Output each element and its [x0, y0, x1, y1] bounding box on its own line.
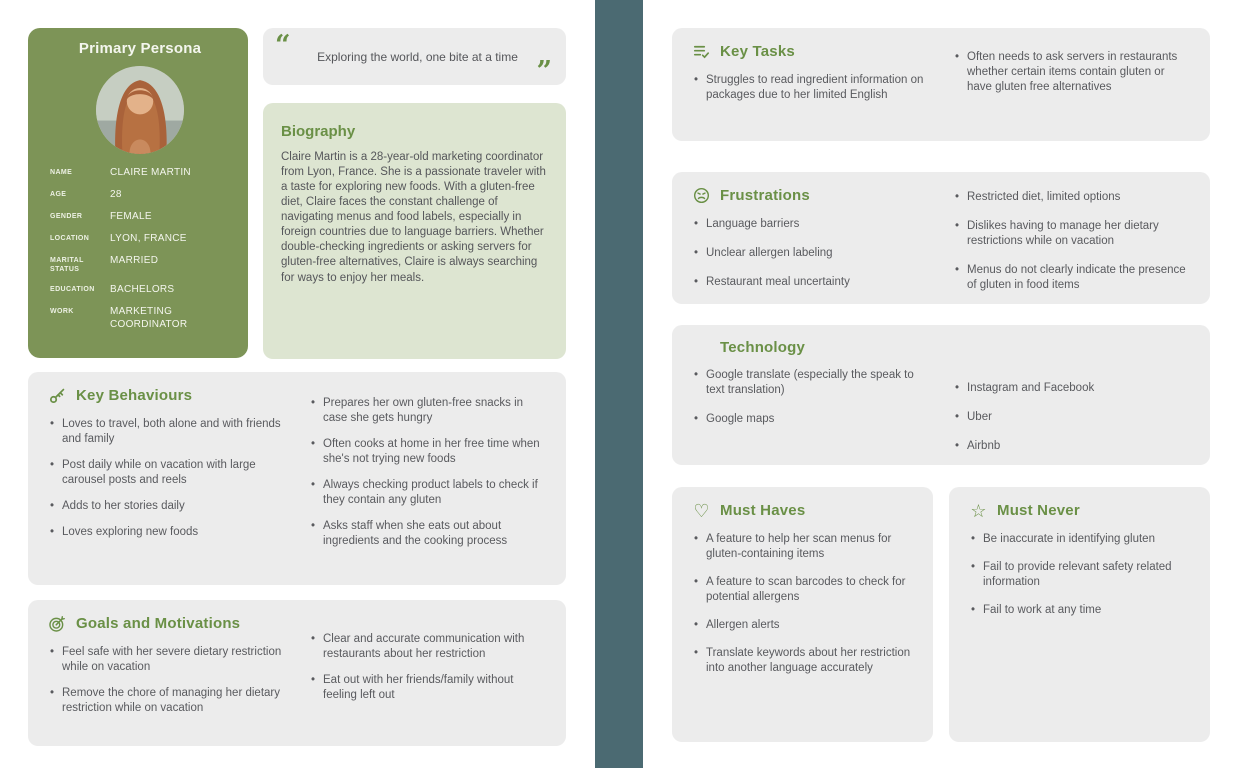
- section-title: Key Tasks: [720, 43, 795, 60]
- section-title: Technology: [720, 339, 806, 356]
- section-title: Key Behaviours: [76, 387, 193, 404]
- list-item: • Be inaccurate in identifying gluten: [969, 532, 1190, 547]
- list-item: • Uber: [953, 410, 1190, 425]
- list-item: • Post daily while on vacation with large carousel posts and reels: [48, 458, 285, 488]
- list-item: • Often cooks at home in her free time when she's not trying new foods: [309, 437, 546, 467]
- list-item: • A feature to help her scan menus for gluten-containing items: [692, 532, 913, 562]
- must-haves-section: [672, 487, 933, 742]
- goals-list-right: [309, 632, 546, 703]
- quote-box: [263, 28, 566, 85]
- field-name: NAME CLAIRE MARTIN: [50, 167, 191, 178]
- key-behaviours-list-right: [309, 396, 546, 549]
- list-item: • Restricted diet, limited options: [953, 190, 1190, 205]
- list-item: • Fail to provide relevant safety related information: [969, 560, 1190, 590]
- list-item: • Allergen alerts: [692, 618, 913, 633]
- field-gender: GENDER FEMALE: [50, 211, 152, 222]
- list-item: • Unclear allergen labeling: [692, 246, 929, 261]
- key-tasks-section: [672, 28, 1210, 141]
- must-haves-list: [692, 532, 913, 676]
- key-tasks-list-right: [953, 50, 1190, 95]
- field-work: WORK MARKETING COORDINATOR: [50, 305, 188, 330]
- vertical-divider: [595, 0, 643, 768]
- list-item: • Often needs to ask servers in restaurants whether certain items contain gluten or have gluten free alternatives: [953, 50, 1190, 95]
- list-item: • Menus do not clearly indicate the presence of gluten in food items: [953, 263, 1190, 293]
- frown-icon: [692, 186, 711, 205]
- avatar: [96, 66, 184, 154]
- persona-fields: [50, 166, 230, 331]
- field-marital-status: MARITAL STATUS MARRIED: [50, 255, 159, 274]
- frustrations-list-right: [953, 190, 1190, 293]
- avatar-illustration: [96, 66, 184, 154]
- key-tasks-list-left: [692, 73, 929, 103]
- quote-text: Exploring the world, one bite at a time: [317, 50, 518, 64]
- list-item: • Struggles to read ingredient information on packages due to her limited English: [692, 73, 929, 103]
- list-item: • Airbnb: [953, 439, 1190, 454]
- field-education: EDUCATION BACHELORS: [50, 283, 175, 295]
- list-item: • Loves to travel, both alone and with friends and family: [48, 417, 285, 447]
- key-icon: [48, 386, 67, 405]
- frustrations-section: [672, 172, 1210, 304]
- close-quote-icon: ”: [536, 56, 552, 87]
- section-title: Frustrations: [720, 187, 810, 204]
- goals-list-left: [48, 645, 285, 716]
- biography-text: Claire Martin is a 28-year-old marketing coordinator from Lyon, France. She is a passionate traveler with a taste for exploring new foods. With a gluten-free diet, Claire faces the constant challenge of navigating menus and food labels, especially in foreign countries due to language barriers. Whether double-checking ingredients or asking servers for gluten-free alternatives, Claire is always searching for ways to enjoy her meals.: [281, 151, 546, 284]
- section-title: Goals and Motivations: [76, 615, 241, 632]
- list-item: • Language barriers: [692, 217, 929, 232]
- list-item: • Google maps: [692, 412, 929, 427]
- section-title: Must Haves: [720, 502, 806, 519]
- list-item: • Asks staff when she eats out about ingredients and the cooking process: [309, 519, 546, 549]
- frustrations-list-left: [692, 217, 929, 290]
- goals-motivations-section: [28, 600, 566, 746]
- technology-list-right: [953, 381, 1190, 454]
- list-item: • Loves exploring new foods: [48, 525, 285, 540]
- list-item: • Always checking product labels to check if they contain any gluten: [309, 478, 546, 508]
- list-item: • Prepares her own gluten-free snacks in case she gets hungry: [309, 396, 546, 426]
- checklist-icon: [692, 42, 711, 61]
- key-behaviours-section: [28, 372, 566, 585]
- star-icon: ☆: [970, 500, 987, 521]
- technology-list-left: [692, 368, 929, 427]
- must-never-section: [949, 487, 1210, 742]
- technology-section: [672, 325, 1210, 465]
- list-item: • A feature to scan barcodes to check for potential allergens: [692, 575, 913, 605]
- must-never-list: [969, 532, 1190, 618]
- list-item: • Feel safe with her severe dietary restriction while on vacation: [48, 645, 285, 675]
- list-item: • Clear and accurate communication with restaurants about her restriction: [309, 632, 546, 662]
- open-quote-icon: “: [275, 30, 291, 61]
- list-item: • Dislikes having to manage her dietary restrictions while on vacation: [953, 219, 1190, 249]
- target-icon: [48, 614, 67, 633]
- list-item: • Instagram and Facebook: [953, 381, 1190, 396]
- list-item: • Google translate (especially the speak to text translation): [692, 368, 929, 398]
- list-item: • Adds to her stories daily: [48, 499, 285, 514]
- list-item: • Eat out with her friends/family without feeling left out: [309, 673, 546, 703]
- primary-persona-card: [28, 28, 248, 358]
- list-item: • Remove the chore of managing her dietary restriction while on vacation: [48, 686, 285, 716]
- heart-icon: ♡: [693, 500, 710, 521]
- biography-title: Biography: [281, 123, 356, 140]
- field-age: AGE 28: [50, 189, 122, 200]
- list-item: • Fail to work at any time: [969, 603, 1190, 618]
- section-title: Must Never: [997, 502, 1080, 519]
- list-item: • Translate keywords about her restriction into another language accurately: [692, 646, 913, 676]
- biography-section: [263, 103, 566, 359]
- persona-card-title: Primary Persona: [78, 40, 202, 57]
- field-location: LOCATION LYON, FRANCE: [50, 233, 187, 244]
- key-behaviours-list-left: [48, 417, 285, 540]
- list-item: • Restaurant meal uncertainty: [692, 275, 929, 290]
